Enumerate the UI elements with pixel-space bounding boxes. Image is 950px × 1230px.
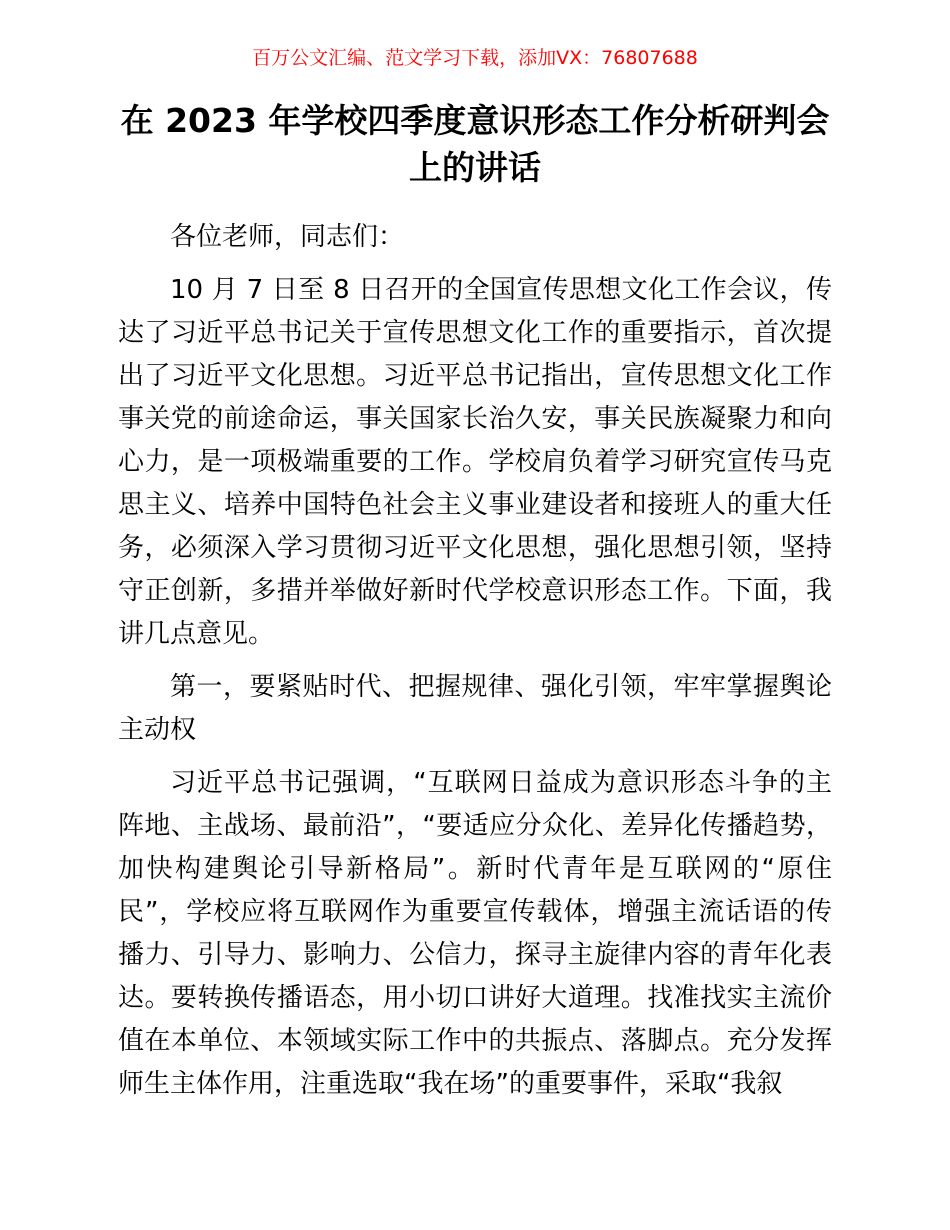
paragraph: 各位老师，同志们： <box>170 221 405 252</box>
paragraph: 习近平总书记强调，“互联网日益成为意识形态斗争的主阵地、主战场、最前沿”，“要适应分众化、差异化传播趋势，加快构建舆论引导新格局”。新时代青年是互联网的“原住民”，学校应将互联网作为重要宣传载体，增强主流话语的传播力、引导力、影响力、公信力，探寻主旋律内容的青年化表达。要转换传播语态，用小切口讲好大道理。找准找实主流价值在本单位、本领域实际工作中的共振点、落脚点。充分发挥师生主体作用，注重选取“我在场”的重要事件，采取“我叙 <box>118 767 832 1099</box>
document-body <box>118 216 832 1106</box>
document-title: 在 2023 年学校四季度意识形态工作分析研判会上的讲话 <box>120 101 830 187</box>
paragraph: 10 月 7 日至 8 日召开的全国宣传思想文化工作会议，传达了习近平总书记关于宣传思想文化工作的重要指示，首次提出了习近平文化思想。习近平总书记指出，宣传思想文化工作事关党的前途命运，事关国家长治久安，事关民族凝聚力和向心力，是一项极端重要的工作。学校肩负着学习研究宣传马克思主义、培养中国特色社会主义事业建设者和接班人的重大任务，必须深入学习贯彻习近平文化思想，强化思想引领，坚持守正创新，多措并举做好新时代学校意识形态工作。下面，我讲几点意见。 <box>118 274 832 649</box>
paragraph: 第一，要紧贴时代、把握规律、强化引领，牢牢掌握舆论主动权 <box>118 671 832 745</box>
header-notice: 百万公文汇编、范文学习下载，添加VX：76807688 <box>252 47 698 69</box>
